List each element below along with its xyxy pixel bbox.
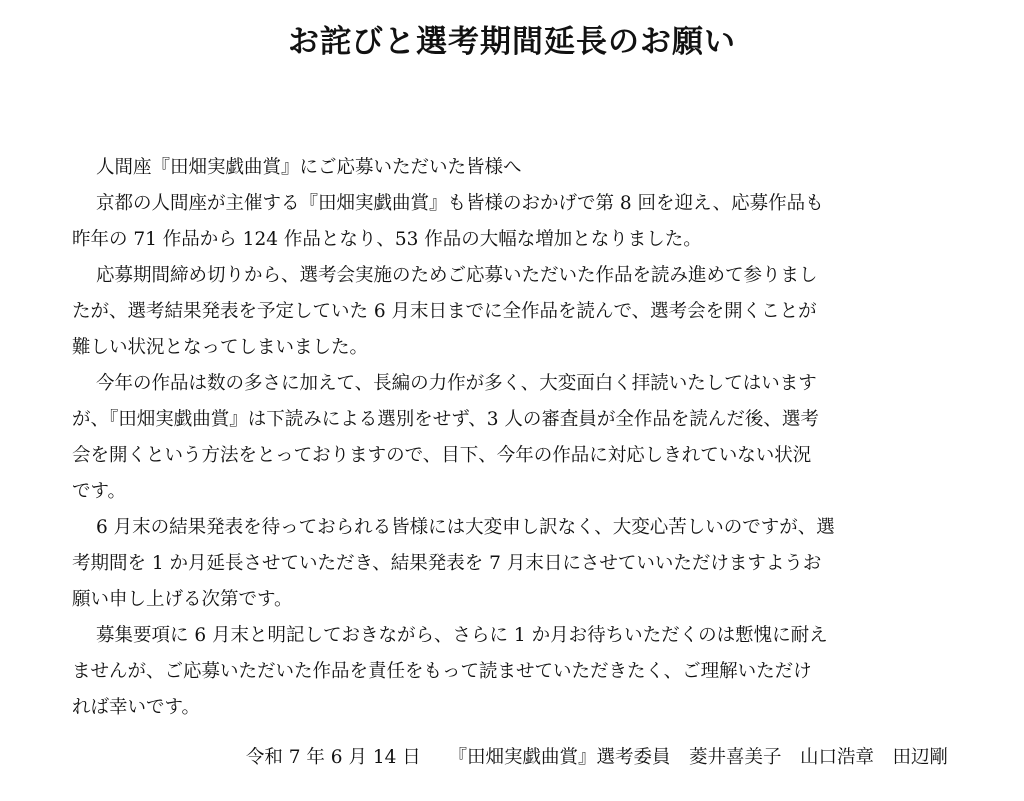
body-line: れば幸いです。 — [72, 697, 201, 718]
body-line: 願い申し上げる次第です。 — [72, 589, 293, 610]
body-line: 昨年の 71 作品から 124 作品となり、53 作品の大幅な増加となりました。 — [72, 229, 702, 250]
closing-signature: 令和 7 年 6 月 14 日 『田畑実戯曲賞』選考委員 菱井喜美子 山口浩章 田辺剛 — [245, 747, 948, 768]
body-line: 考期間を 1 か月延長させていただき、結果発表を 7 月末日にさせていいただけますようお — [72, 553, 822, 574]
document-body — [72, 150, 948, 726]
body-line: 応募期間締め切りから、選考会実施のためご応募いただいた作品を読み進めて参りまし — [96, 265, 818, 286]
body-line: 京都の人間座が主催する『田畑実戯曲賞』も皆様のおかげで第 8 回を迎え、応募作品も — [96, 193, 824, 214]
body-line: 6 月末の結果発表を待っておられる皆様には大変申し訳なく、大変心苦しいのですが、選 — [96, 517, 835, 538]
body-line: たが、選考結果発表を予定していた 6 月末日までに全作品を読んで、選考会を開くことが — [72, 301, 817, 322]
body-line: 難しい状況となってしまいました。 — [72, 337, 369, 358]
body-line: 人間座『田畑実戯曲賞』にご応募いただいた皆様へ — [96, 157, 522, 178]
body-line: ませんが、ご応募いただいた作品を責任をもって読ませていただきたく、ご理解いただけ — [72, 661, 812, 682]
body-line: 募集要項に 6 月末と明記しておきながら、さらに 1 か月お待ちいただくのは慙愧に耐え — [96, 625, 828, 646]
body-line: です。 — [72, 481, 127, 502]
body-line: が、『田畑実戯曲賞』は下読みによる選別をせず、3 人の審査員が全作品を読んだ後、選考 — [72, 409, 819, 430]
body-line: 会を開くという方法をとっておりますので、目下、今年の作品に対応しきれていない状況 — [72, 445, 812, 466]
body-line: 今年の作品は数の多さに加えて、長編の力作が多く、大変面白く拝読いたしてはいます — [96, 373, 817, 394]
document-title: お詫びと選考期間延長のお願い — [288, 24, 736, 60]
